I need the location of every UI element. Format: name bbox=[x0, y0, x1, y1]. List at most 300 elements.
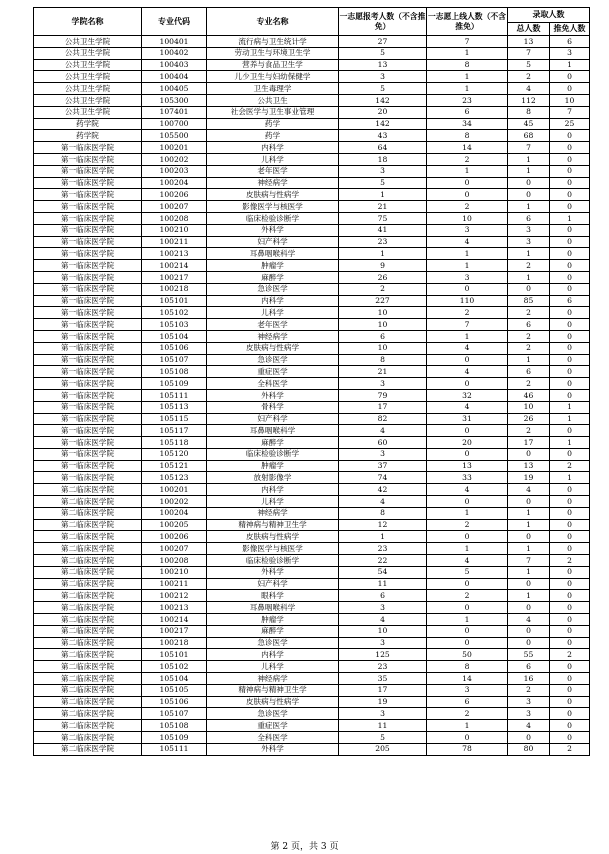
cell-school: 第二临床医学院 bbox=[34, 566, 142, 578]
cell-exempt: 0 bbox=[550, 661, 590, 673]
cell-passed: 78 bbox=[427, 743, 508, 755]
cell-school: 第一临床医学院 bbox=[34, 177, 142, 189]
cell-school: 第一临床医学院 bbox=[34, 342, 142, 354]
table-row bbox=[34, 59, 590, 71]
cell-total: 55 bbox=[508, 649, 550, 661]
cell-major: 药学 bbox=[207, 118, 339, 130]
cell-major: 外科学 bbox=[207, 224, 339, 236]
cell-school: 第二临床医学院 bbox=[34, 649, 142, 661]
cell-major: 神经病学 bbox=[207, 330, 339, 342]
cell-applicants: 22 bbox=[339, 555, 427, 567]
cell-major: 皮肤病与性病学 bbox=[207, 342, 339, 354]
cell-applicants: 10 bbox=[339, 307, 427, 319]
cell-exempt: 0 bbox=[550, 71, 590, 83]
cell-school: 第一临床医学院 bbox=[34, 153, 142, 165]
table-row bbox=[34, 637, 590, 649]
cell-passed: 0 bbox=[427, 732, 508, 744]
cell-major: 内科学 bbox=[207, 649, 339, 661]
cell-school: 第一临床医学院 bbox=[34, 413, 142, 425]
cell-total: 8 bbox=[508, 106, 550, 118]
cell-school: 第一临床医学院 bbox=[34, 378, 142, 390]
header-code: 专业代码 bbox=[142, 8, 207, 36]
cell-passed: 4 bbox=[427, 484, 508, 496]
cell-major: 社会医学与卫生事业管理 bbox=[207, 106, 339, 118]
cell-applicants: 5 bbox=[339, 47, 427, 59]
table-row bbox=[34, 389, 590, 401]
cell-total: 6 bbox=[508, 212, 550, 224]
cell-school: 第二临床医学院 bbox=[34, 555, 142, 567]
table-row bbox=[34, 307, 590, 319]
table-row bbox=[34, 732, 590, 744]
cell-applicants: 42 bbox=[339, 484, 427, 496]
cell-exempt: 0 bbox=[550, 177, 590, 189]
cell-code: 100204 bbox=[142, 507, 207, 519]
table-row bbox=[34, 625, 590, 637]
cell-exempt: 1 bbox=[550, 401, 590, 413]
cell-major: 老年医学 bbox=[207, 165, 339, 177]
cell-exempt: 0 bbox=[550, 366, 590, 378]
cell-major: 耳鼻咽喉科学 bbox=[207, 602, 339, 614]
cell-major: 流行病与卫生统计学 bbox=[207, 36, 339, 48]
cell-total: 1 bbox=[508, 248, 550, 260]
cell-code: 100211 bbox=[142, 236, 207, 248]
cell-passed: 33 bbox=[427, 472, 508, 484]
cell-passed: 2 bbox=[427, 590, 508, 602]
cell-exempt: 0 bbox=[550, 130, 590, 142]
cell-total: 2 bbox=[508, 378, 550, 390]
cell-applicants: 21 bbox=[339, 201, 427, 213]
cell-passed: 13 bbox=[427, 460, 508, 472]
cell-applicants: 10 bbox=[339, 342, 427, 354]
cell-applicants: 11 bbox=[339, 720, 427, 732]
table-row bbox=[34, 130, 590, 142]
cell-total: 7 bbox=[508, 555, 550, 567]
cell-school: 公共卫生学院 bbox=[34, 83, 142, 95]
cell-passed: 0 bbox=[427, 496, 508, 508]
table-row bbox=[34, 496, 590, 508]
cell-total: 3 bbox=[508, 224, 550, 236]
cell-exempt: 6 bbox=[550, 295, 590, 307]
cell-school: 第一临床医学院 bbox=[34, 236, 142, 248]
cell-school: 第一临床医学院 bbox=[34, 448, 142, 460]
table-row bbox=[34, 342, 590, 354]
cell-exempt: 0 bbox=[550, 342, 590, 354]
cell-major: 儿科学 bbox=[207, 307, 339, 319]
table-row bbox=[34, 484, 590, 496]
cell-exempt: 1 bbox=[550, 437, 590, 449]
table-row bbox=[34, 153, 590, 165]
table-body bbox=[34, 36, 590, 756]
table-row bbox=[34, 684, 590, 696]
cell-applicants: 3 bbox=[339, 448, 427, 460]
cell-exempt: 0 bbox=[550, 189, 590, 201]
cell-major: 内科学 bbox=[207, 484, 339, 496]
cell-school: 第一临床医学院 bbox=[34, 401, 142, 413]
cell-applicants: 9 bbox=[339, 260, 427, 272]
cell-applicants: 23 bbox=[339, 236, 427, 248]
cell-passed: 23 bbox=[427, 94, 508, 106]
cell-applicants: 21 bbox=[339, 366, 427, 378]
cell-code: 105111 bbox=[142, 743, 207, 755]
cell-code: 100201 bbox=[142, 484, 207, 496]
cell-applicants: 79 bbox=[339, 389, 427, 401]
cell-applicants: 11 bbox=[339, 578, 427, 590]
cell-total: 10 bbox=[508, 401, 550, 413]
cell-major: 急诊医学 bbox=[207, 283, 339, 295]
table-row bbox=[34, 602, 590, 614]
table-row bbox=[34, 106, 590, 118]
cell-major: 耳鼻咽喉科学 bbox=[207, 425, 339, 437]
cell-school: 第一临床医学院 bbox=[34, 319, 142, 331]
cell-total: 7 bbox=[508, 47, 550, 59]
cell-major: 全科医学 bbox=[207, 732, 339, 744]
cell-passed: 0 bbox=[427, 578, 508, 590]
table-row bbox=[34, 177, 590, 189]
table-row bbox=[34, 614, 590, 626]
cell-code: 100217 bbox=[142, 625, 207, 637]
cell-exempt: 0 bbox=[550, 319, 590, 331]
cell-applicants: 205 bbox=[339, 743, 427, 755]
cell-passed: 1 bbox=[427, 330, 508, 342]
cell-passed: 1 bbox=[427, 71, 508, 83]
cell-code: 105106 bbox=[142, 342, 207, 354]
cell-passed: 34 bbox=[427, 118, 508, 130]
cell-code: 105108 bbox=[142, 366, 207, 378]
cell-total: 1 bbox=[508, 590, 550, 602]
cell-exempt: 0 bbox=[550, 330, 590, 342]
cell-total: 2 bbox=[508, 330, 550, 342]
cell-passed: 2 bbox=[427, 201, 508, 213]
cell-applicants: 10 bbox=[339, 319, 427, 331]
cell-passed: 7 bbox=[427, 319, 508, 331]
cell-total: 2 bbox=[508, 425, 550, 437]
cell-code: 100204 bbox=[142, 177, 207, 189]
cell-major: 皮肤病与性病学 bbox=[207, 531, 339, 543]
cell-passed: 3 bbox=[427, 224, 508, 236]
cell-school: 第一临床医学院 bbox=[34, 248, 142, 260]
cell-code: 105101 bbox=[142, 295, 207, 307]
table-row bbox=[34, 555, 590, 567]
cell-applicants: 6 bbox=[339, 590, 427, 602]
cell-code: 105300 bbox=[142, 94, 207, 106]
cell-code: 105105 bbox=[142, 684, 207, 696]
cell-major: 放射影像学 bbox=[207, 472, 339, 484]
cell-exempt: 1 bbox=[550, 472, 590, 484]
cell-exempt: 10 bbox=[550, 94, 590, 106]
cell-passed: 0 bbox=[427, 448, 508, 460]
cell-code: 105111 bbox=[142, 389, 207, 401]
cell-total: 2 bbox=[508, 684, 550, 696]
cell-exempt: 0 bbox=[550, 614, 590, 626]
cell-passed: 20 bbox=[427, 437, 508, 449]
cell-exempt: 2 bbox=[550, 460, 590, 472]
cell-school: 公共卫生学院 bbox=[34, 59, 142, 71]
cell-passed: 4 bbox=[427, 366, 508, 378]
cell-code: 100401 bbox=[142, 36, 207, 48]
cell-passed: 110 bbox=[427, 295, 508, 307]
table-row bbox=[34, 696, 590, 708]
cell-code: 100213 bbox=[142, 248, 207, 260]
cell-applicants: 3 bbox=[339, 637, 427, 649]
cell-applicants: 17 bbox=[339, 684, 427, 696]
cell-applicants: 2 bbox=[339, 283, 427, 295]
table-row bbox=[34, 118, 590, 130]
cell-passed: 7 bbox=[427, 36, 508, 48]
cell-code: 105106 bbox=[142, 696, 207, 708]
table-row bbox=[34, 673, 590, 685]
cell-exempt: 0 bbox=[550, 496, 590, 508]
header-admitted: 录取人数 bbox=[508, 8, 590, 23]
cell-applicants: 19 bbox=[339, 696, 427, 708]
cell-code: 100202 bbox=[142, 153, 207, 165]
cell-applicants: 60 bbox=[339, 437, 427, 449]
cell-total: 2 bbox=[508, 307, 550, 319]
cell-applicants: 3 bbox=[339, 602, 427, 614]
cell-passed: 4 bbox=[427, 555, 508, 567]
cell-exempt: 1 bbox=[550, 413, 590, 425]
cell-school: 药学院 bbox=[34, 118, 142, 130]
cell-code: 100203 bbox=[142, 165, 207, 177]
cell-school: 第一临床医学院 bbox=[34, 283, 142, 295]
cell-passed: 1 bbox=[427, 260, 508, 272]
cell-exempt: 2 bbox=[550, 649, 590, 661]
cell-exempt: 0 bbox=[550, 519, 590, 531]
cell-applicants: 54 bbox=[339, 566, 427, 578]
cell-passed: 0 bbox=[427, 602, 508, 614]
cell-exempt: 0 bbox=[550, 248, 590, 260]
cell-total: 46 bbox=[508, 389, 550, 401]
cell-major: 儿科学 bbox=[207, 496, 339, 508]
cell-passed: 1 bbox=[427, 507, 508, 519]
cell-total: 68 bbox=[508, 130, 550, 142]
cell-applicants: 142 bbox=[339, 118, 427, 130]
cell-applicants: 26 bbox=[339, 271, 427, 283]
cell-passed: 8 bbox=[427, 130, 508, 142]
cell-total: 1 bbox=[508, 165, 550, 177]
table-row bbox=[34, 519, 590, 531]
table-row bbox=[34, 47, 590, 59]
cell-major: 骨科学 bbox=[207, 401, 339, 413]
table-row bbox=[34, 83, 590, 95]
cell-applicants: 27 bbox=[339, 36, 427, 48]
cell-exempt: 0 bbox=[550, 283, 590, 295]
cell-code: 105108 bbox=[142, 720, 207, 732]
cell-passed: 0 bbox=[427, 283, 508, 295]
cell-school: 第二临床医学院 bbox=[34, 531, 142, 543]
cell-total: 19 bbox=[508, 472, 550, 484]
table-row bbox=[34, 330, 590, 342]
cell-exempt: 7 bbox=[550, 106, 590, 118]
cell-code: 105118 bbox=[142, 437, 207, 449]
cell-passed: 1 bbox=[427, 248, 508, 260]
cell-school: 第一临床医学院 bbox=[34, 142, 142, 154]
table-row bbox=[34, 94, 590, 106]
cell-passed: 4 bbox=[427, 236, 508, 248]
cell-applicants: 125 bbox=[339, 649, 427, 661]
cell-school: 公共卫生学院 bbox=[34, 47, 142, 59]
cell-code: 100402 bbox=[142, 47, 207, 59]
cell-code: 100214 bbox=[142, 260, 207, 272]
cell-applicants: 3 bbox=[339, 708, 427, 720]
header-school: 学院名称 bbox=[34, 8, 142, 36]
cell-applicants: 41 bbox=[339, 224, 427, 236]
table-row bbox=[34, 71, 590, 83]
cell-major: 儿少卫生与妇幼保健学 bbox=[207, 71, 339, 83]
cell-school: 第二临床医学院 bbox=[34, 732, 142, 744]
cell-major: 麻醉学 bbox=[207, 625, 339, 637]
cell-code: 105109 bbox=[142, 378, 207, 390]
cell-exempt: 0 bbox=[550, 578, 590, 590]
table-row bbox=[34, 460, 590, 472]
cell-major: 临床检验诊断学 bbox=[207, 212, 339, 224]
cell-exempt: 0 bbox=[550, 708, 590, 720]
cell-major: 全科医学 bbox=[207, 378, 339, 390]
cell-major: 肿瘤学 bbox=[207, 260, 339, 272]
cell-total: 0 bbox=[508, 177, 550, 189]
table-row bbox=[34, 437, 590, 449]
cell-applicants: 23 bbox=[339, 543, 427, 555]
cell-applicants: 17 bbox=[339, 401, 427, 413]
cell-applicants: 4 bbox=[339, 425, 427, 437]
cell-applicants: 3 bbox=[339, 378, 427, 390]
cell-applicants: 4 bbox=[339, 496, 427, 508]
cell-total: 4 bbox=[508, 720, 550, 732]
header-total: 总人数 bbox=[508, 23, 550, 36]
cell-passed: 1 bbox=[427, 614, 508, 626]
cell-major: 神经病学 bbox=[207, 507, 339, 519]
cell-code: 105500 bbox=[142, 130, 207, 142]
cell-school: 公共卫生学院 bbox=[34, 106, 142, 118]
table-row bbox=[34, 590, 590, 602]
cell-total: 6 bbox=[508, 366, 550, 378]
cell-school: 第二临床医学院 bbox=[34, 625, 142, 637]
cell-exempt: 0 bbox=[550, 378, 590, 390]
cell-major: 重症医学 bbox=[207, 720, 339, 732]
cell-total: 3 bbox=[508, 696, 550, 708]
cell-school: 第一临床医学院 bbox=[34, 189, 142, 201]
cell-code: 105121 bbox=[142, 460, 207, 472]
cell-school: 第一临床医学院 bbox=[34, 165, 142, 177]
cell-exempt: 0 bbox=[550, 602, 590, 614]
cell-applicants: 82 bbox=[339, 413, 427, 425]
cell-total: 1 bbox=[508, 201, 550, 213]
cell-exempt: 0 bbox=[550, 566, 590, 578]
cell-passed: 2 bbox=[427, 708, 508, 720]
cell-code: 100214 bbox=[142, 614, 207, 626]
cell-code: 100404 bbox=[142, 71, 207, 83]
cell-major: 临床检验诊断学 bbox=[207, 555, 339, 567]
cell-passed: 0 bbox=[427, 637, 508, 649]
cell-major: 急诊医学 bbox=[207, 708, 339, 720]
cell-major: 外科学 bbox=[207, 389, 339, 401]
cell-exempt: 2 bbox=[550, 555, 590, 567]
cell-exempt: 0 bbox=[550, 484, 590, 496]
table-row bbox=[34, 566, 590, 578]
cell-code: 105117 bbox=[142, 425, 207, 437]
cell-major: 儿科学 bbox=[207, 153, 339, 165]
cell-total: 3 bbox=[508, 708, 550, 720]
cell-school: 第一临床医学院 bbox=[34, 260, 142, 272]
cell-exempt: 0 bbox=[550, 153, 590, 165]
cell-major: 内科学 bbox=[207, 142, 339, 154]
cell-code: 105102 bbox=[142, 307, 207, 319]
cell-school: 第二临床医学院 bbox=[34, 543, 142, 555]
cell-major: 外科学 bbox=[207, 743, 339, 755]
cell-exempt: 0 bbox=[550, 696, 590, 708]
page-footer: 第 2 页，共 3 页 bbox=[270, 842, 339, 852]
cell-exempt: 0 bbox=[550, 684, 590, 696]
header-applicants: 一志愿报考人数（不含推免） bbox=[339, 8, 427, 36]
cell-school: 第二临床医学院 bbox=[34, 614, 142, 626]
cell-applicants: 75 bbox=[339, 212, 427, 224]
cell-applicants: 227 bbox=[339, 295, 427, 307]
cell-code: 105102 bbox=[142, 661, 207, 673]
cell-code: 100218 bbox=[142, 637, 207, 649]
table-row bbox=[34, 413, 590, 425]
cell-code: 100218 bbox=[142, 283, 207, 295]
cell-total: 26 bbox=[508, 413, 550, 425]
cell-school: 公共卫生学院 bbox=[34, 36, 142, 48]
table-row bbox=[34, 448, 590, 460]
cell-applicants: 74 bbox=[339, 472, 427, 484]
table-row bbox=[34, 401, 590, 413]
cell-code: 100206 bbox=[142, 531, 207, 543]
cell-exempt: 0 bbox=[550, 625, 590, 637]
cell-applicants: 12 bbox=[339, 519, 427, 531]
table-row bbox=[34, 165, 590, 177]
cell-applicants: 3 bbox=[339, 71, 427, 83]
cell-applicants: 142 bbox=[339, 94, 427, 106]
cell-major: 急诊医学 bbox=[207, 637, 339, 649]
cell-passed: 0 bbox=[427, 189, 508, 201]
cell-school: 第一临床医学院 bbox=[34, 425, 142, 437]
cell-school: 第二临床医学院 bbox=[34, 507, 142, 519]
cell-applicants: 20 bbox=[339, 106, 427, 118]
cell-passed: 4 bbox=[427, 342, 508, 354]
cell-total: 1 bbox=[508, 271, 550, 283]
cell-passed: 1 bbox=[427, 83, 508, 95]
table-row bbox=[34, 366, 590, 378]
cell-major: 药学 bbox=[207, 130, 339, 142]
cell-exempt: 0 bbox=[550, 389, 590, 401]
cell-applicants: 8 bbox=[339, 507, 427, 519]
cell-total: 3 bbox=[508, 236, 550, 248]
cell-school: 药学院 bbox=[34, 130, 142, 142]
cell-passed: 14 bbox=[427, 673, 508, 685]
cell-total: 112 bbox=[508, 94, 550, 106]
cell-school: 第二临床医学院 bbox=[34, 708, 142, 720]
cell-major: 肿瘤学 bbox=[207, 614, 339, 626]
cell-exempt: 25 bbox=[550, 118, 590, 130]
table-row bbox=[34, 260, 590, 272]
table-row bbox=[34, 201, 590, 213]
cell-exempt: 0 bbox=[550, 637, 590, 649]
table-row bbox=[34, 295, 590, 307]
cell-code: 100217 bbox=[142, 271, 207, 283]
cell-school: 第二临床医学院 bbox=[34, 743, 142, 755]
cell-total: 1 bbox=[508, 566, 550, 578]
cell-code: 100208 bbox=[142, 555, 207, 567]
cell-passed: 50 bbox=[427, 649, 508, 661]
cell-school: 第一临床医学院 bbox=[34, 366, 142, 378]
cell-exempt: 0 bbox=[550, 201, 590, 213]
cell-exempt: 0 bbox=[550, 448, 590, 460]
cell-school: 第二临床医学院 bbox=[34, 696, 142, 708]
cell-applicants: 37 bbox=[339, 460, 427, 472]
cell-code: 100201 bbox=[142, 142, 207, 154]
cell-applicants: 1 bbox=[339, 248, 427, 260]
cell-major: 麻醉学 bbox=[207, 271, 339, 283]
